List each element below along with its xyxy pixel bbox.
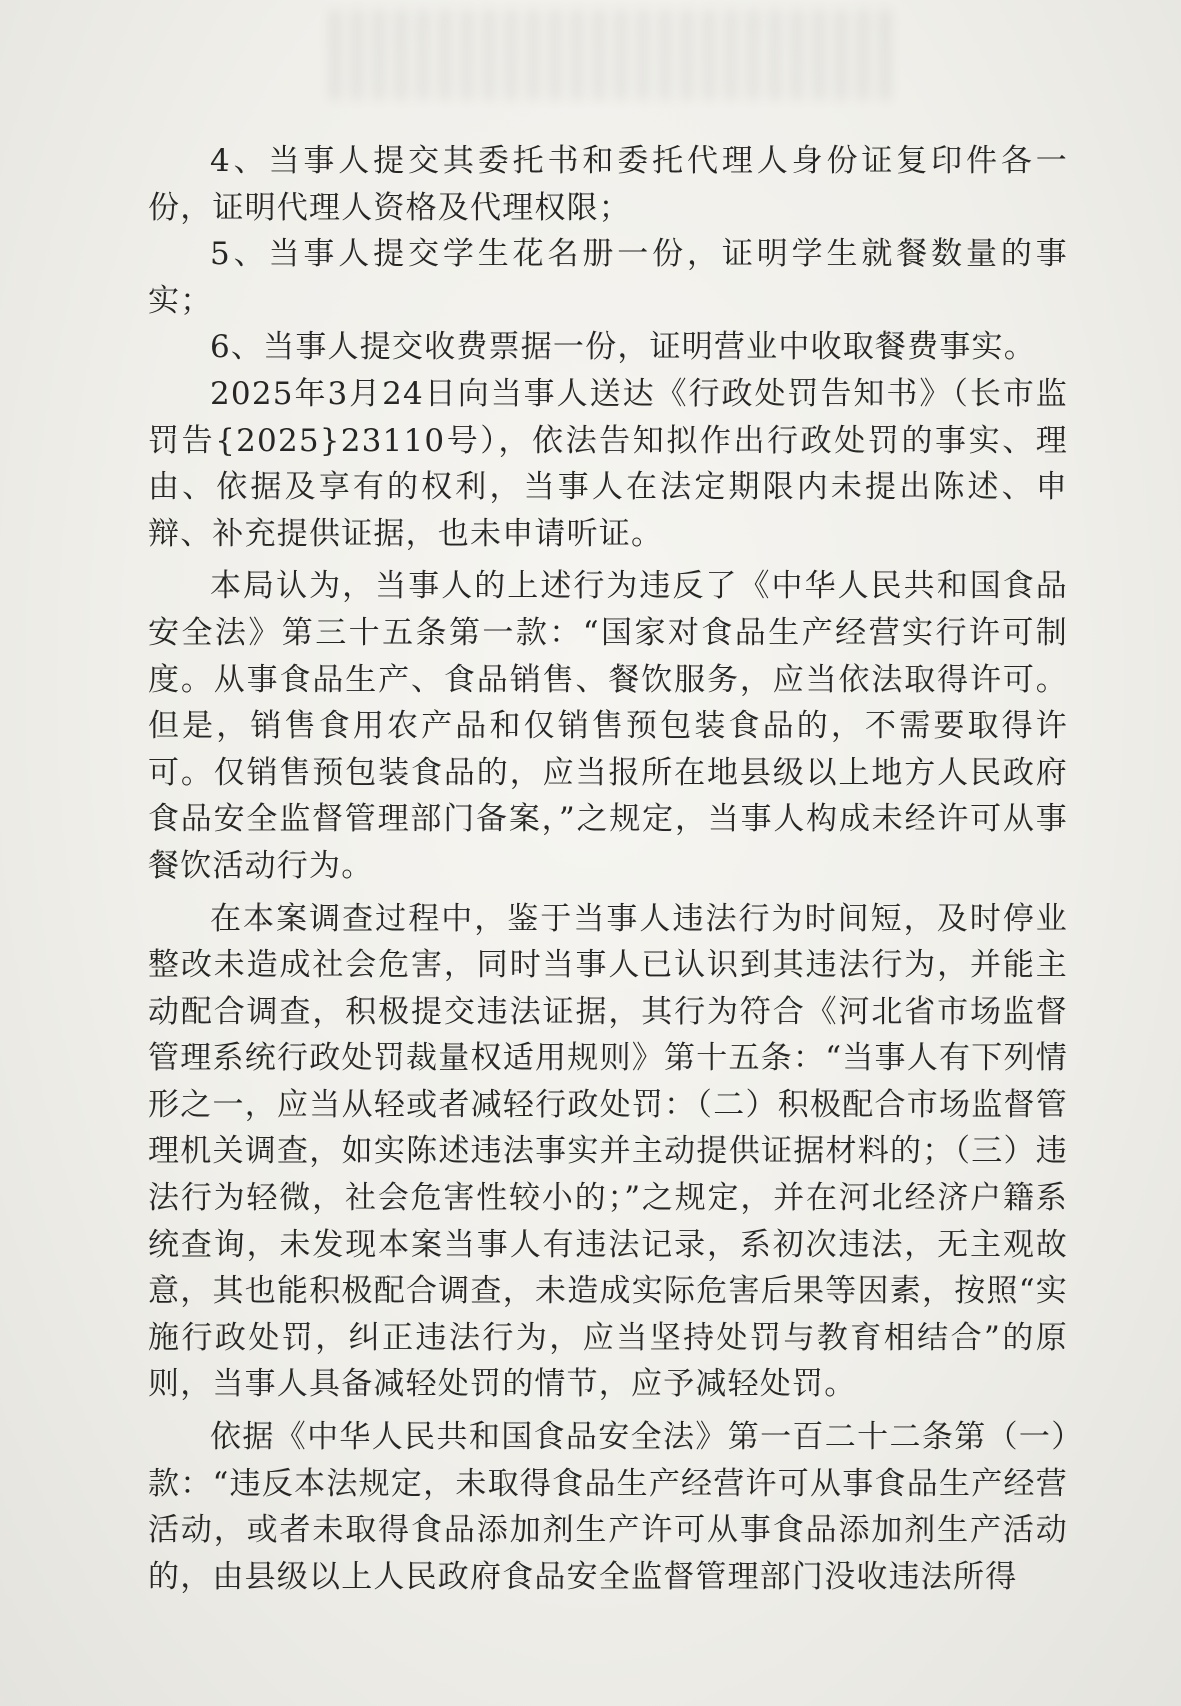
evidence-item-6: 6、当事人提交收费票据一份，证明营业中收取餐费事实。 [210, 329, 1036, 366]
notice-delivery-paragraph: 2025年3月24日向当事人送达《行政处罚告知书》（长市监罚告{2025}23110号），依法告知拟作出行政处罚的事实、理由、依据及享有的权利，当事人在法定期限内未提出陈述、申辩、补充提供证据，也未申请听证。 [148, 375, 1068, 552]
evidence-item-5: 5、当事人提交学生花名册一份，证明学生就餐数量的事实； [148, 236, 1068, 319]
faint-bleed-through [330, 10, 890, 100]
mitigation-paragraph: 在本案调查过程中，鉴于当事人违法行为时间短，及时停业整改未造成社会危害，同时当事人已认识到其违法行为，并能主动配合调查，积极提交违法证据，其行为符合《河北省市场监督管理系统行政处罚裁量权适用规则》第十五条：“当事人有下列情形之一，应当从轻或者减轻行政处罚：（二）积极配合市场监督管理机关调查，如实陈述违法事实并主动提供证据材料的；（三）违法行为轻微，社会危害性较小的；”之规定，并在河北经济户籍系统查询，未发现本案当事人有违法记录，系初次违法，无主观故意，其也能积极配合调查，未造成实际危害后果等因素，按照“实施行政处罚，纠正违法行为，应当坚持处罚与教育相结合”的原则，当事人具备减轻处罚的情节，应予减轻处罚。 [148, 900, 1068, 1403]
legal-basis-paragraph: 依据《中华人民共和国食品安全法》第一百二十二条第（一）款：“违反本法规定，未取得食品生产经营许可从事食品生产经营活动，或者未取得食品添加剂生产许可从事食品添加剂生产活动的，由县级以上人民政府食品安全监督管理部门没收违法所得 [148, 1419, 1068, 1595]
evidence-item-4: 4、当事人提交其委托书和委托代理人身份证复印件各一份，证明代理人资格及代理权限； [148, 143, 1068, 226]
violation-finding-paragraph: 本局认为，当事人的上述行为违反了《中华人民共和国食品安全法》第三十五条第一款：“国家对食品生产经营实行许可制度。从事食品生产、食品销售、餐饮服务，应当依法取得许可。但是，销售食用农产品和仅销售预包装食品的，不需要取得许可。仅销售预包装食品的，应当报所在地县级以上地方人民政府食品安全监督管理部门备案，”之规定，当事人构成未经许可从事餐饮活动行为。 [148, 568, 1068, 884]
document-body [148, 138, 1068, 1600]
